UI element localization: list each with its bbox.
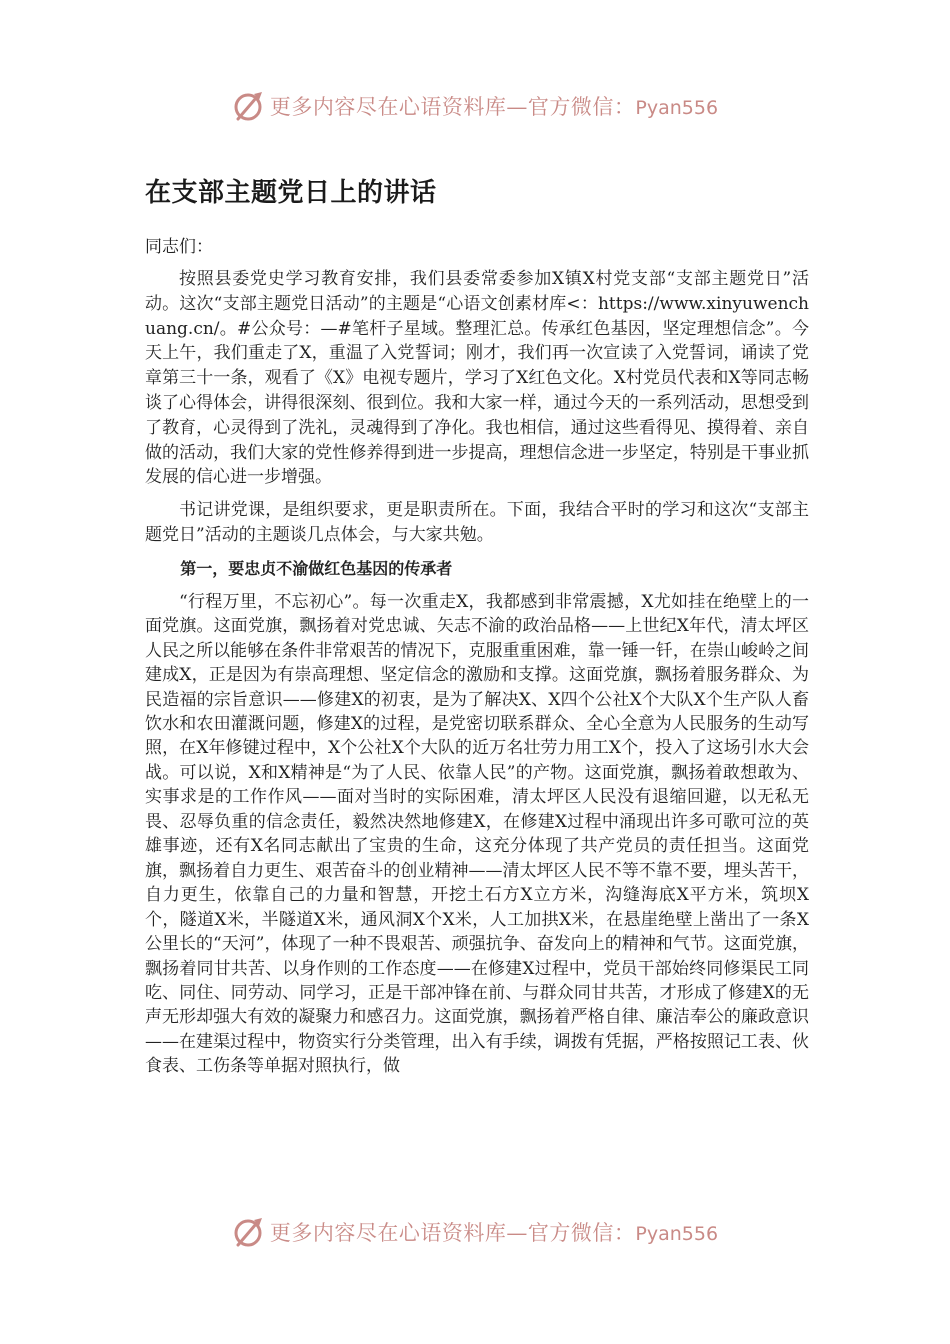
footer-watermark (0, 1212, 950, 1252)
watermark-text: 更多内容尽在心语资料库—官方微信：Pyan556 (269, 95, 719, 119)
paragraph-purpose: 书记讲党课，是组织要求，更是职责所在。下面，我结合平时的学习和这次“支部主题党日”活动的主题谈几点体会，与大家共勉。 (145, 500, 809, 545)
paragraph-section-one: “行程万里，不忘初心”。每一次重走X，我都感到非常震撼，X尤如挂在绝壁上的一面党旗。这面党旗，飘扬着对党忠诚、矢志不渝的政治品格——上世纪X年代，清太坪区人民之所以能够在条件非常艰苦的情况下，克服重重困难，靠一锤一钎，在崇山峻岭之间建成X，正是因为有崇高理想、坚定信念的激励和支撑。这面党旗，飘扬着服务群众、为民造福的宗旨意识——修建X的初衷，是为了解决X、X四个公社X个大队X个生产队人畜饮水和农田灌溉问题，修建X的过程，是党密切联系群众、全心全意为人民服务的生动写照，在X年修键过程中，X个公社X个大队的近万名壮劳力用工X个，投入了这场引水大会战。可以说，X和X精神是“为了人民、依靠人民”的产物。这面党旗，飘扬着敢想敢为、实事求是的工作作风——面对当时的实际困难，清太坪区人民没有退缩回避，以无私无畏、忍辱负重的信念责任，毅然决然地修建X，在修建X过程中涌现出许多可歌可泣的英雄事迹，还有X名同志献出了宝贵的生命，这充分体现了共产党员的责任担当。这面党旗，飘扬着自力更生、艰苦奋斗的创业精神——清太坪区人民不等不靠不要，埋头苦干，自力更生，依靠自己的力量和智慧，开挖土石方X立方米，沟缝海底X平方米，筑坝X个，隧道X米，半隧道X米，通风洞X个X米，人工加拱X米，在悬崖绝壁上凿出了一条X公里长的“天河”，体现了一种不畏艰苦、顽强抗争、奋发向上的精神和气节。这面党旗，飘扬着同甘共苦、以身作则的工作态度——在修建X过程中，党员干部始终同修渠民工同吃、同住、同劳动、同学习，正是干部冲锋在前、与群众同甘共苦，才形成了修建X的无声无形却强大有效的凝聚力和感召力。这面党旗，飘扬着严格自律、廉洁奉公的廉政意识——在建渠过程中，物资实行分类管理，出入有手续，调拨有凭据，严格按照记工表、伙食表、工伤条等单据对照执行，做 (145, 591, 809, 1077)
paragraph-intro: 按照县委党史学习教育安排，我们县委常委参加X镇X村党支部“支部主题党日”活动。这次“支部主题党日活动”的主题是“心语文创素材库<：https://www.xinyuwenchuang.cn/。#公众号：—#笔杆子星域。整理汇总。传承红色基因，坚定理想信念”。今天上午，我们重走了X，重温了入党誓词；刚才，我们再一次宣读了入党誓词，诵读了党章第三十一条，观看了《X》电视专题片，学习了X红色文化。X村党员代表和X等同志畅谈了心得体会，讲得很深刻、很到位。我和大家一样，通过今天的一系列活动，思想受到了教育，心灵得到了洗礼，灵魂得到了净化。我也相信，通过这些看得见、摸得着、亲自做的活动，我们大家的党性修养得到进一步提高，理想信念进一步坚定，特别是干事业抓发展的信心进一步增强。 (145, 269, 809, 488)
document-body (145, 172, 809, 1087)
brush-logo-icon (232, 1215, 266, 1249)
wechat-id: Pyan556 (635, 1223, 719, 1245)
section-heading: 第一，要忠贞不渝做红色基因的传承者 (180, 558, 453, 578)
brush-logo-icon (232, 89, 266, 123)
wechat-id: Pyan556 (635, 97, 719, 119)
watermark-text: 更多内容尽在心语资料库—官方微信：Pyan556 (269, 1221, 719, 1245)
header-watermark (0, 86, 950, 126)
document-title: 在支部主题党日上的讲话 (145, 178, 437, 208)
greeting: 同志们： (145, 237, 213, 257)
